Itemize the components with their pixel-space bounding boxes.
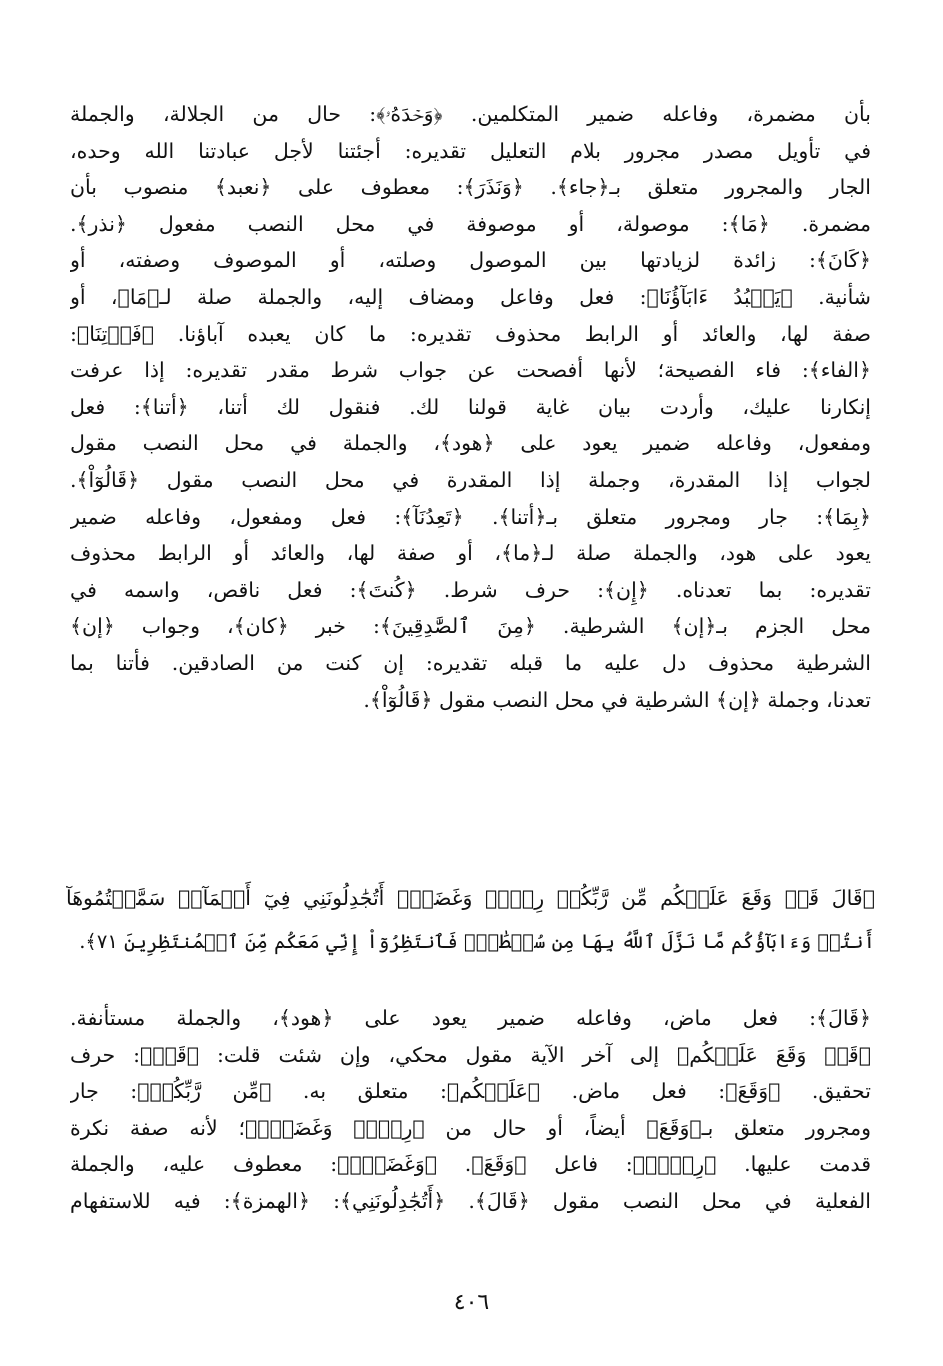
paragraph1-line: مضمرة. ﴿مَا﴾: موصولة، أو موصوفة في محل النصب مفعول ﴿نذر﴾.: [70, 211, 871, 236]
paragraph1-line: الجار والمجرور متعلق بـ﴿جاء﴾. ﴿وَنَذَرَ﴾: معطوف على ﴿نعبد﴾ منصوب بأن: [70, 175, 871, 200]
paragraph1-line: محل الجزم بـ﴿إن﴾ الشرطية. ﴿مِنَ ٱلصَّٰدِقِينَ﴾: خبر ﴿كان﴾، وجواب ﴿إن﴾: [70, 614, 871, 639]
paragraph1-line: ﴿الفاء﴾: فاء الفصيحة؛ لأنها أفصحت عن جواب شرط مقدر تقديره: إذا عرفت: [70, 358, 871, 383]
paragraph1-line: ﴿كَانَ﴾: زائدة لزيادتها بين الموصول وصلته، أو الموصوف وصفته، أو: [70, 248, 871, 273]
quran-verse: [66, 876, 875, 964]
paragraph-1: [70, 96, 871, 718]
paragraph1-line: الشرطية محذوف دل عليه ما قبله تقديره: إن كنت من الصادقين. فأتنا بما: [70, 650, 871, 675]
paragraph1-line: صفة لها، والعائد أو الرابط محذوف تقديره: ما كان يعبده آباؤنا. ﴿فَأۡتِنَا﴾:: [70, 321, 871, 346]
paragraph2-line: تحقيق. ﴿وَقَعَ﴾: فعل ماض. ﴿عَلَيۡكُم﴾: متعلق به. ﴿مِّن رَّبِّكُمۡ﴾: جار: [70, 1079, 871, 1104]
paragraph-2: [70, 1000, 871, 1220]
paragraph1-line: في تأويل مصدر مجرور بلام التعليل تقديره: أجئتنا لأجل عبادتنا الله وحده،: [70, 138, 871, 163]
paragraph1-line: ﴿بِمَا﴾: جار ومجرور متعلق بـ﴿أتنا﴾. ﴿تَعِدُنَآ﴾: فعل ومفعول، وفاعله ضمير: [70, 504, 871, 529]
paragraph1-line: تقديره: بما تعدناه. ﴿إِن﴾: حرف شرط. ﴿كُنتَ﴾: فعل ناقص، واسمه في: [70, 577, 871, 602]
paragraph2-line: ﴿قَالَ﴾: فعل ماض، وفاعله ضمير يعود على ﴿هود﴾، والجملة مستأنفة.: [70, 1006, 871, 1030]
paragraph2-line: ﴿قَدۡ وَقَعَ عَلَيۡكُم﴾ إلى آخر الآية مقول محكي، وإن شئت قلت: ﴿قَدۡ﴾: حرف: [70, 1042, 871, 1067]
verse-line: أَنتُمۡ وَءَابَآؤُكُم مَّا نَزَّلَ ٱللَّهُ بِهَا مِن سُلۡطَٰنٖۚ فَٱنتَظِرُوٓاْ إِنِّي مَعَكُم مِّنَ ٱلۡمُنتَظِرِينَ ٧١﴾.: [79, 930, 875, 953]
page-number: ٤٠٦: [453, 1290, 490, 1315]
paragraph2-line: ومجرور متعلق بـ﴿وَقَعَ﴾ أيضاً، أو حال من ﴿رِجۡسٞ وَغَضَبٌۖ﴾؛ لأنه صفة نكرة: [70, 1115, 871, 1140]
paragraph1-line: لجواب إذا المقدرة، وجملة إذا المقدرة في محل النصب مقول ﴿قَالُوٓاْ﴾.: [70, 467, 871, 492]
paragraph1-line: شأنية. ﴿يَعۡبُدُ ءَابَآؤُنَا﴾: فعل وفاعل ومضاف إليه، والجملة صلة لـ﴿مَا﴾، أو: [70, 284, 871, 309]
paragraph1-line: يعود على هود، والجملة صلة لـ﴿ما﴾، أو صفة لها، والعائد أو الرابط محذوف: [70, 541, 871, 566]
paragraph2-line: الفعلية في محل النصب مقول ﴿قَالَ﴾. ﴿أَتُجَٰدِلُونَنِي﴾: ﴿الهمزة﴾: فيه للاستفهام: [70, 1188, 871, 1213]
paragraph2-line: قدمت عليها. ﴿رِجۡسٞ﴾: فاعل ﴿وَقَعَ﴾. ﴿وَغَضَبٌۖ﴾: معطوف عليه، والجملة: [70, 1152, 871, 1177]
paragraph1-line: ومفعول، وفاعله ضمير يعود على ﴿هود﴾، والجملة في محل النصب مقول: [70, 431, 871, 456]
paragraph1-line: بأن مضمرة، وفاعله ضمير المتكلمين. ﴿وَحۡدَهُۥ﴾: حال من الجلالة، والجملة: [70, 102, 871, 126]
paragraph1-line: تعدنا، وجملة ﴿إن﴾ الشرطية في محل النصب مقول ﴿قَالُوٓاْ﴾.: [363, 687, 871, 712]
paragraph1-line: إنكارنا عليك، وأردت بيان غاية قولنا لك. فنقول لك أتنا، ﴿أتنا﴾: فعل: [70, 394, 871, 419]
verse-line: ﴿قَالَ قَدۡ وَقَعَ عَلَيۡكُم مِّن رَّبِّكُمۡ رِجۡسٞ وَغَضَبٌۖ أَتُجَٰدِلُونَنِي فِيٓ أَسۡمَآءٖ سَمَّيۡتُمُوهَآ: [66, 886, 875, 910]
